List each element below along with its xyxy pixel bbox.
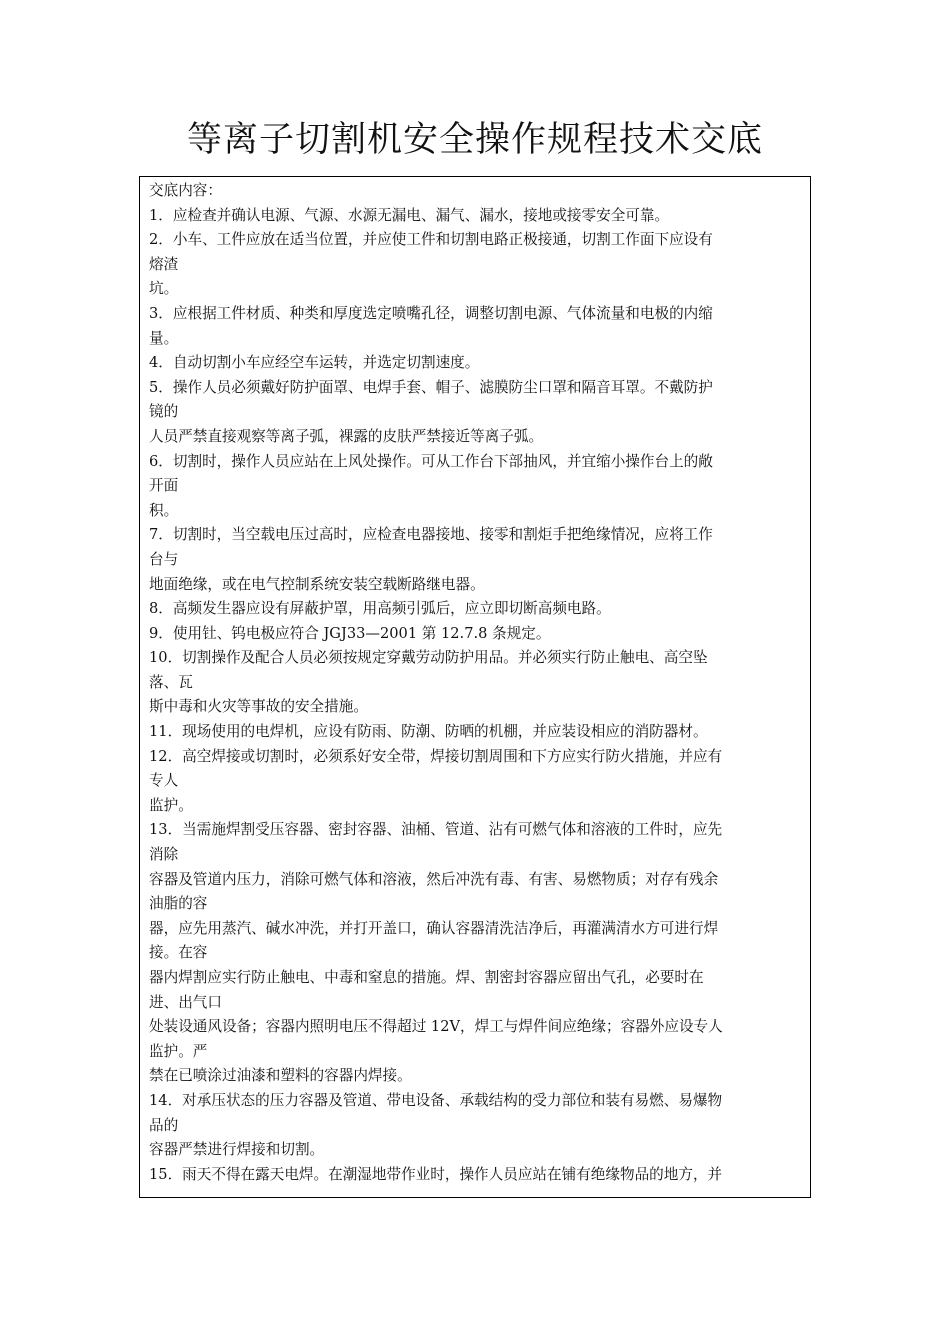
content-line: 地面绝缘，或在电气控制系统安装空载断路继电器。 [149,575,485,593]
content-line: 品的 [149,1116,179,1134]
content-line: 开面 [149,477,179,495]
content-line: 积。 [149,501,179,519]
content-line: 13．当需施焊割受压容器、密封容器、油桶、管道、沾有可燃气体和溶液的工件时，应先 [149,821,723,839]
content-line: 专人 [149,772,179,790]
content-line: 15．雨天不得在露天电焊。在潮湿地带作业时，操作人员应站在铺有绝缘物品的地方，并 [149,1165,723,1183]
content-line: 10．切割操作及配合人员必须按规定穿戴劳动防护用品。并必须实行防止触电、高空坠 [149,649,708,667]
content-line: 人员严禁直接观察等离子弧，裸露的皮肤严禁接近等离子弧。 [149,427,544,445]
disclosure-content-body [149,179,805,1187]
content-line: 油脂的容 [149,895,208,913]
content-line: 量。 [149,329,179,347]
document-title: 等离子切割机安全操作规程技术交底 [186,120,763,160]
content-line: 斯中毒和火灾等事故的安全措施。 [149,698,368,716]
content-line: 14．对承压状态的压力容器及管道、带电设备、承载结构的受力部位和装有易燃、易爆物 [149,1091,723,1109]
content-line: 7．切割时，当空载电压过高时，应检查电器接地、接零和割炬手把绝缘情况，应将工作 [149,526,713,544]
content-line: 监护。严 [149,1042,208,1060]
disclosure-content-box [139,176,811,1198]
content-line: 9．使用钍、钨电极应符合 JGJ33—2001 第 12.7.8 条规定。 [149,624,551,642]
content-line: 3．应根据工件材质、种类和厚度选定喷嘴孔径，调整切割电源、气体流量和电极的内缩 [149,304,713,322]
content-line: 进、出气口 [149,993,222,1011]
content-line: 坑。 [149,280,179,298]
content-heading-label: 交底内容： [149,182,222,199]
content-line: 2．小车、工件应放在适当位置，并应使工件和切割电路正极接通，切割工作面下应设有 [149,231,713,249]
content-line: 11．现场使用的电焊机，应设有防雨、防潮、防晒的机棚，并应装设相应的消防器材。 [149,723,708,741]
content-line: 接。在容 [149,944,208,962]
content-line: 器内焊割应实行防止触电、中毒和窒息的措施。焊、割密封容器应留出气孔，必要时在 [149,969,704,986]
content-line: 镜的 [149,403,179,421]
content-line: 禁在已喷涂过油漆和塑料的容器内焊接。 [149,1067,412,1085]
content-line: 监护。 [149,796,193,814]
content-line: 8．高频发生器应设有屏蔽护罩，用高频引弧后，应立即切断高频电路。 [149,600,611,618]
content-line: 6．切割时，操作人员应站在上风处操作。可从工作台下部抽风，并宜缩小操作台上的敞 [149,452,713,470]
content-line: 台与 [149,550,179,568]
content-line: 熔渣 [149,255,179,273]
content-line: 12．高空焊接或切割时，必须系好安全带，焊接切割周围和下方应实行防火措施，并应有 [149,747,723,765]
content-line: 5．操作人员必须戴好防护面罩、电焊手套、帽子、滤膜防尘口罩和隔音耳罩。不戴防护 [149,378,713,396]
content-line: 容器及管道内压力，消除可燃气体和溶液，然后冲洗有毒、有害、易燃物质；对存有残余 [149,870,719,888]
content-line: 消除 [149,846,179,864]
content-line: 器，应先用蒸汽、碱水冲洗，并打开盖口，确认容器清洗洁净后，再灌满清水方可进行焊 [149,919,719,937]
content-line: 落、瓦 [149,673,193,691]
content-line: 容器严禁进行焊接和切割。 [149,1141,325,1159]
content-line: 处装设通风设备；容器内照明电压不得超过 12V，焊工与焊件间应绝缘；容器外应设专人 [149,1018,723,1036]
content-line: 4．自动切割小车应经空车运转，并选定切割速度。 [149,354,480,372]
content-line: 1．应检查并确认电源、气源、水源无漏电、漏气、漏水，接地或接零安全可靠。 [149,206,670,224]
